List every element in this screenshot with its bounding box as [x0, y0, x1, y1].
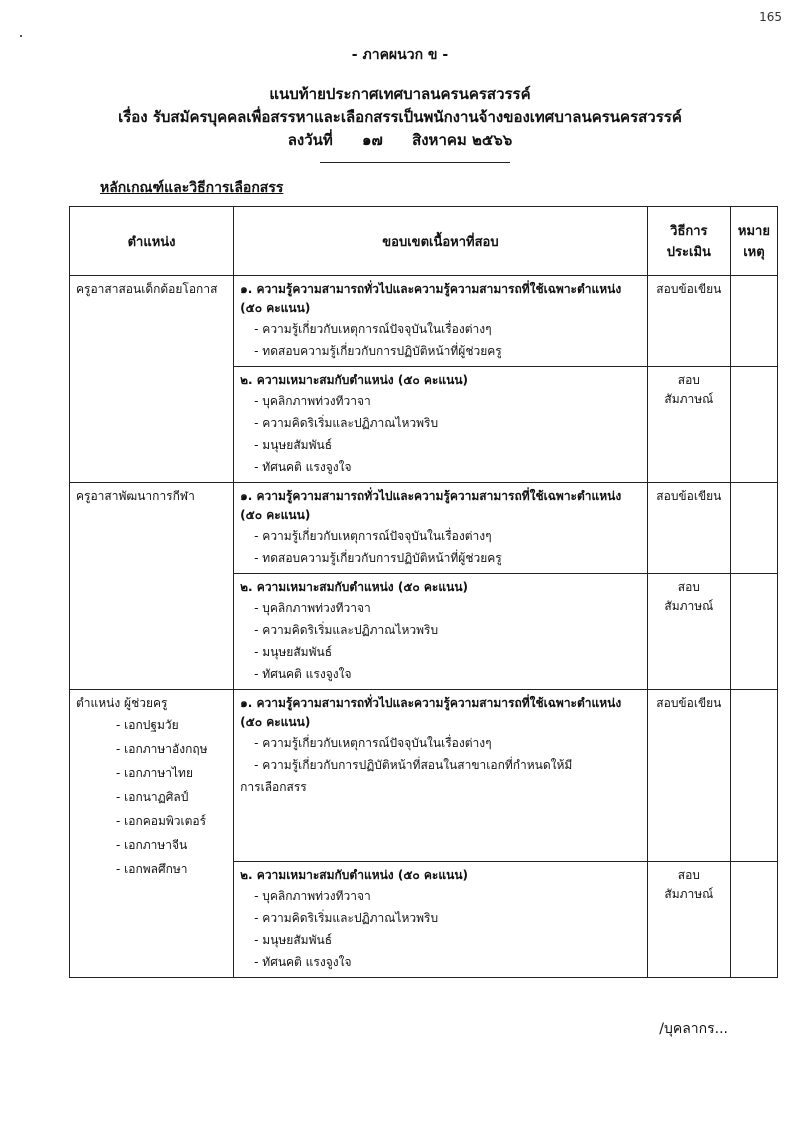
scope-item: - ทดสอบความรู้เกี่ยวกับการปฏิบัติหน้าที่ผู้ช่วยครู: [254, 551, 502, 565]
scan-speck: [20, 35, 22, 37]
position-cell: [70, 690, 234, 978]
title-divider: [320, 162, 510, 163]
topic-heading: ๒. ความเหมาะสมกับตำแหน่ง (๕๐ คะแนน): [240, 868, 469, 882]
scope-item: - มนุษยสัมพันธ์: [254, 645, 333, 659]
scope-cell: [234, 483, 648, 574]
note-cell: [730, 690, 777, 862]
position-cell: [70, 276, 234, 483]
scope-item: - ความรู้เกี่ยวกับเหตุการณ์ปัจจุบันในเรื่องต่างๆ: [254, 322, 492, 336]
topic-score: (๕๐ คะแนน): [240, 301, 311, 315]
method-cell: สอบข้อเขียน: [647, 483, 730, 574]
method-cell: สอบข้อเขียน: [647, 690, 730, 862]
table-row: [70, 483, 778, 574]
scope-cell: [234, 367, 648, 483]
topic-heading: ๑. ความรู้ความสามารถทั่วไปและความรู้ความสามารถที่ใช้เฉพาะตำแหน่ง: [240, 489, 622, 503]
header-method-line2: ประเมิน: [666, 245, 711, 260]
method-cell: สอบสัมภาษณ์: [647, 574, 730, 690]
note-cell: [730, 483, 777, 574]
sub-position-item: - เอกภาษาไทย: [116, 766, 193, 780]
topic-heading: ๑. ความรู้ความสามารถทั่วไปและความรู้ความสามารถที่ใช้เฉพาะตำแหน่ง: [240, 282, 622, 296]
header-method: [647, 207, 730, 276]
document-date: [0, 128, 800, 152]
scope-item: - ทัศนคติ แรงจูงใจ: [254, 460, 352, 474]
header-scope: ขอบเขตเนื้อหาที่สอบ: [234, 207, 648, 276]
scope-item: - ทัศนคติ แรงจูงใจ: [254, 667, 352, 681]
scope-item: - บุคลิกภาพท่วงทีวาจา: [254, 394, 371, 408]
page-number: 165: [759, 10, 782, 24]
scope-item: - ความรู้เกี่ยวกับเหตุการณ์ปัจจุบันในเรื่องต่างๆ: [254, 529, 492, 543]
page-continuation-note: /บุคลากร...: [659, 1021, 728, 1037]
table-row: [70, 690, 778, 862]
scope-item: - ความคิดริเริ่มและปฏิภาณไหวพริบ: [254, 416, 439, 430]
position-name: ครูอาสาสอนเด็กด้อยโอกาส: [76, 282, 218, 296]
scope-cell: [234, 574, 648, 690]
sub-position-item: - เอกพลศึกษา: [116, 862, 188, 876]
scope-item: - ความรู้เกี่ยวกับเหตุการณ์ปัจจุบันในเรื่องต่างๆ: [254, 736, 492, 750]
sub-position-item: - เอกภาษาอังกฤษ: [116, 742, 208, 756]
method-cell: สอบข้อเขียน: [647, 276, 730, 367]
method-cell: สอบสัมภาษณ์: [647, 862, 730, 978]
sub-position-item: - เอกนาฏศิลป์: [116, 790, 189, 804]
scope-item: - มนุษยสัมพันธ์: [254, 933, 333, 947]
document-subject: เรื่อง รับสมัครบุคคลเพื่อสรรหาและเลือกสรรเป็นพนักงานจ้างของเทศบาลนครนครสวรรค์: [118, 108, 682, 126]
topic-heading: ๒. ความเหมาะสมกับตำแหน่ง (๕๐ คะแนน): [240, 580, 469, 594]
annex-label: - ภาคผนวก ข -: [351, 47, 449, 63]
header-position: ตำแหน่ง: [70, 207, 234, 276]
topic-heading: ๑. ความรู้ความสามารถทั่วไปและความรู้ความสามารถที่ใช้เฉพาะตำแหน่ง: [240, 696, 622, 710]
position-cell: [70, 483, 234, 690]
date-day: ๑๗: [362, 131, 383, 149]
topic-heading: ๒. ความเหมาะสมกับตำแหน่ง (๕๐ คะแนน): [240, 373, 469, 387]
method-cell: สอบสัมภาษณ์: [647, 367, 730, 483]
header-method-line1: วิธีการ: [670, 224, 708, 239]
criteria-table: [69, 206, 778, 978]
scope-item: - ทัศนคติ แรงจูงใจ: [254, 955, 352, 969]
scope-item: - บุคลิกภาพท่วงทีวาจา: [254, 601, 371, 615]
scope-cell: [234, 862, 648, 978]
scope-item: - ความคิดริเริ่มและปฏิภาณไหวพริบ: [254, 623, 439, 637]
sub-position-item: - เอกภาษาจีน: [116, 838, 188, 852]
scope-item: - ทดสอบความรู้เกี่ยวกับการปฏิบัติหน้าที่ผู้ช่วยครู: [254, 344, 502, 358]
date-month-year: สิงหาคม ๒๕๖๖: [412, 131, 513, 149]
header-note-line2: เหตุ: [743, 245, 765, 260]
topic-score: (๕๐ คะแนน): [240, 508, 311, 522]
note-cell: [730, 367, 777, 483]
sub-position-item: - เอกปฐมวัย: [116, 718, 179, 732]
scope-item-continuation: การเลือกสรร: [240, 780, 307, 794]
scope-item: - บุคลิกภาพท่วงทีวาจา: [254, 889, 371, 903]
header-note-line1: หมาย: [737, 224, 770, 239]
scope-cell: [234, 276, 648, 367]
scope-item: - มนุษยสัมพันธ์: [254, 438, 333, 452]
table-header-row: [70, 207, 778, 276]
note-cell: [730, 862, 777, 978]
date-prefix: ลงวันที่: [287, 131, 333, 149]
sub-position-item: - เอกคอมพิวเตอร์: [116, 814, 207, 828]
topic-score: (๕๐ คะแนน): [240, 715, 311, 729]
section-title: หลักเกณฑ์และวิธีการเลือกสรร: [100, 180, 284, 196]
document-title: แนบท้ายประกาศเทศบาลนครนครสวรรค์: [269, 85, 531, 103]
scope-cell: [234, 690, 648, 862]
scope-item: - ความคิดริเริ่มและปฏิภาณไหวพริบ: [254, 911, 439, 925]
note-cell: [730, 574, 777, 690]
header-note: [730, 207, 777, 276]
position-name: ครูอาสาพัฒนาการกีฬา: [76, 489, 195, 503]
note-cell: [730, 276, 777, 367]
scope-item: - ความรู้เกี่ยวกับการปฏิบัติหน้าที่สอนในสาขาเอกที่กำหนดให้มี: [254, 758, 573, 772]
table-row: [70, 276, 778, 367]
position-name: ตำแหน่ง ผู้ช่วยครู: [76, 696, 168, 710]
